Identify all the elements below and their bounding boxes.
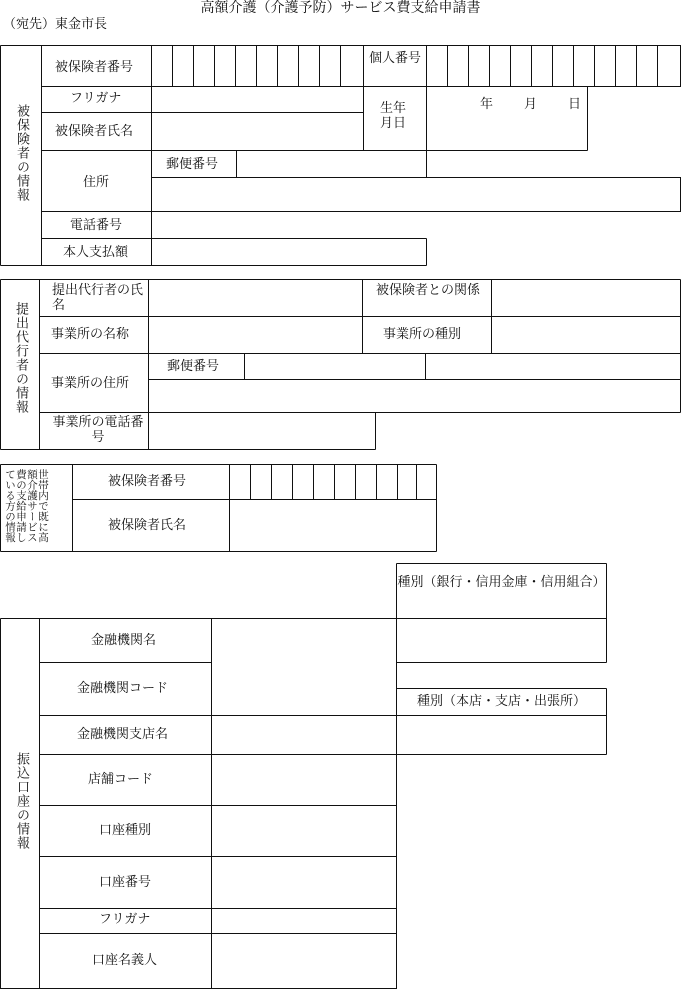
- office-name-label: 事業所の名称: [51, 327, 130, 342]
- section-household-heading: 世帯内で既に高額介護サービス費の支給申請している方の情報: [4, 469, 49, 543]
- section-insured-heading: 被保険者の情報: [14, 104, 29, 202]
- birthdate-label: 生年月日: [380, 101, 407, 131]
- office-postal-input[interactable]: [245, 354, 425, 379]
- branch-type-select[interactable]: [397, 716, 606, 754]
- branch-code-input[interactable]: [212, 755, 396, 805]
- bank-code-input[interactable]: [212, 663, 396, 715]
- office-type-input[interactable]: [492, 317, 680, 353]
- furigana-input[interactable]: [152, 87, 363, 112]
- furigana-label: フリガナ: [70, 91, 122, 106]
- agent-name-input[interactable]: [149, 280, 362, 316]
- account-furigana-input[interactable]: [212, 909, 396, 933]
- postal-label: 郵便番号: [166, 157, 219, 172]
- office-address-label: 事業所の住所: [51, 376, 130, 391]
- insured-number-input[interactable]: [152, 46, 363, 86]
- insured-number-label: 被保険者番号: [55, 60, 134, 75]
- self-payment-label: 本人支払額: [63, 245, 129, 260]
- bank-code-label: 金融機関コード: [77, 681, 169, 696]
- self-payment-input[interactable]: [152, 239, 426, 265]
- address-label: 住所: [83, 175, 110, 190]
- office-phone-label: 事業所の電話番号: [52, 415, 144, 445]
- addressee: （宛先）東金市長: [3, 17, 108, 32]
- section-account-heading: 振込口座の情報: [14, 752, 29, 850]
- relation-label: 被保険者との関係: [376, 283, 481, 298]
- account-holder-label: 口座名義人: [92, 953, 158, 968]
- household-insured-number-label: 被保険者番号: [108, 474, 187, 489]
- bank-name-label: 金融機関名: [91, 633, 157, 648]
- office-address-input[interactable]: [149, 380, 680, 412]
- branch-name-input[interactable]: [212, 716, 396, 754]
- personal-number-input[interactable]: [427, 46, 680, 86]
- relation-input[interactable]: [492, 280, 680, 316]
- account-number-input[interactable]: [212, 857, 396, 908]
- form-title: 高額介護（介護予防）サービス費支給申請書: [200, 0, 481, 16]
- postal-code-input[interactable]: [237, 151, 426, 177]
- phone-input[interactable]: [152, 212, 426, 238]
- account-number-label: 口座番号: [99, 875, 152, 890]
- birthdate-month-unit: 月: [524, 97, 538, 112]
- branch-type-label: 種別（本店・支店・出張所）: [416, 694, 586, 709]
- account-type-label: 口座種別: [99, 823, 152, 838]
- household-insured-name-input[interactable]: [230, 500, 436, 551]
- bank-type-label: 種別（銀行・信用金庫・信用組合）: [397, 575, 606, 590]
- household-insured-name-label: 被保険者氏名: [108, 518, 187, 533]
- birthdate-input[interactable]: [427, 87, 587, 150]
- bank-name-input[interactable]: [212, 619, 396, 662]
- phone-label: 電話番号: [70, 218, 123, 233]
- branch-name-label: 金融機関支店名: [77, 727, 169, 742]
- insured-name-input[interactable]: [152, 113, 363, 150]
- agent-name-label: 提出代行者の氏名: [52, 283, 144, 313]
- insured-name-label: 被保険者氏名: [55, 124, 134, 139]
- household-insured-number-input[interactable]: [230, 465, 436, 499]
- account-holder-input[interactable]: [212, 934, 396, 988]
- bank-type-select[interactable]: [397, 619, 606, 662]
- address-input[interactable]: [152, 178, 680, 211]
- office-postal-label: 郵便番号: [167, 359, 220, 374]
- account-furigana-label: フリガナ: [99, 912, 151, 927]
- office-type-label: 事業所の種別: [383, 327, 462, 342]
- birthdate-day-unit: 日: [568, 97, 582, 112]
- branch-code-label: 店舗コード: [88, 772, 154, 787]
- personal-number-label: 個人番号: [368, 51, 421, 66]
- birthdate-year-unit: 年: [480, 97, 494, 112]
- office-name-input[interactable]: [149, 317, 362, 353]
- account-type-input[interactable]: [212, 806, 396, 856]
- section-agent-heading: 提出代行者の情報: [13, 302, 28, 414]
- office-phone-input[interactable]: [149, 413, 375, 449]
